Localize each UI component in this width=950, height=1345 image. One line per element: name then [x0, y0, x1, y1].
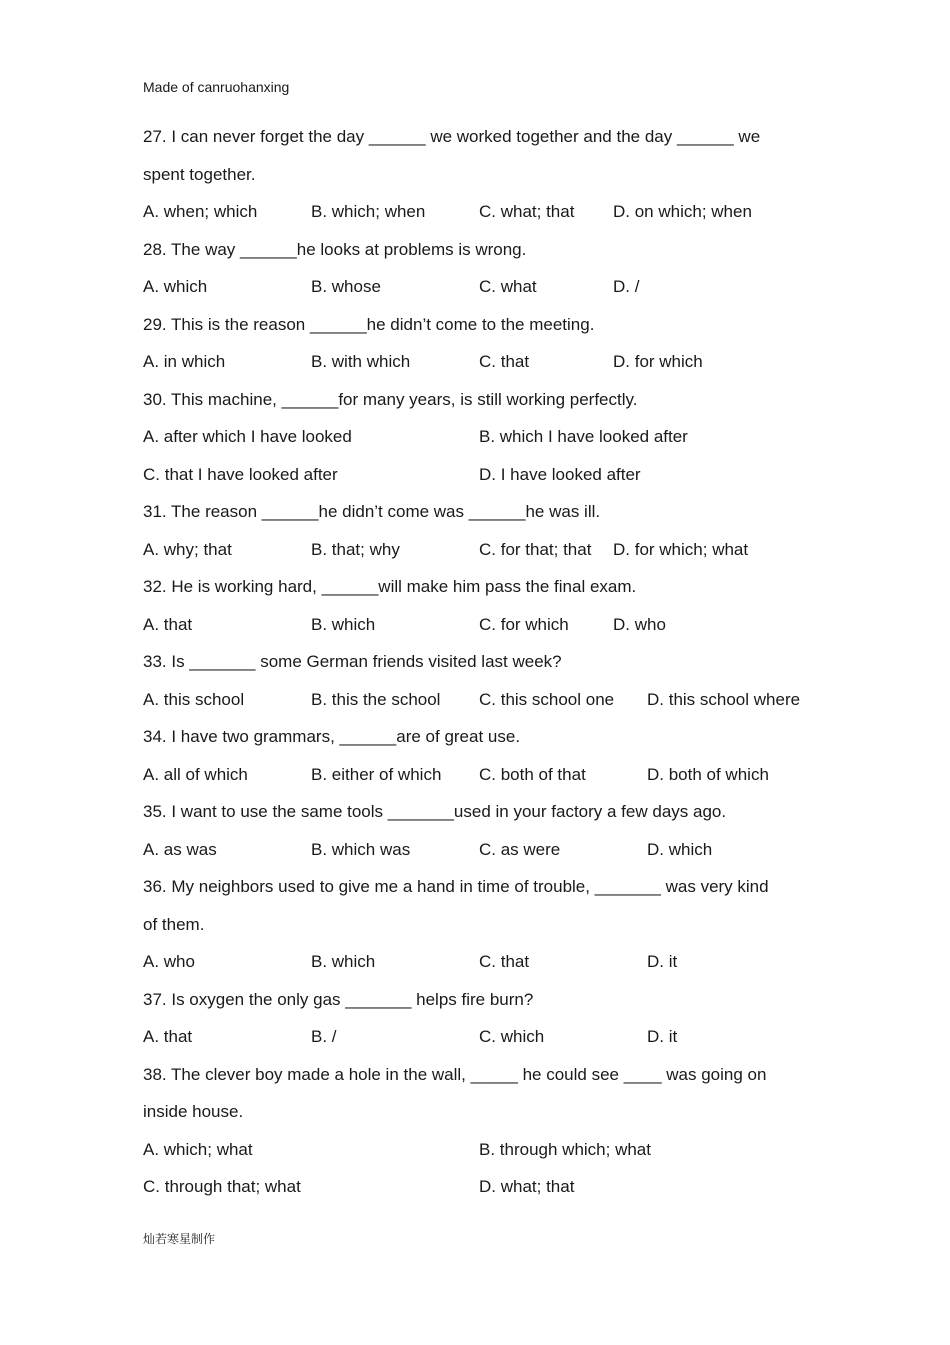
answer-option: D. for which	[613, 352, 703, 371]
option-row	[143, 1018, 823, 1056]
option-row	[143, 943, 823, 981]
answer-option: B. which I have looked after	[479, 427, 688, 446]
option-row	[143, 531, 823, 569]
answer-option: A. after which I have looked	[143, 427, 352, 446]
answer-option: D. this school where	[647, 689, 801, 709]
question-stem: 33. Is _______ some German friends visited last week?	[143, 652, 562, 671]
answer-option: D. /	[613, 277, 640, 296]
answer-option: C. that	[479, 952, 530, 971]
answer-option: C. what	[479, 277, 537, 296]
page-footer: 灿若寒星制作	[143, 1232, 216, 1246]
question-stem: 31. The reason ______he didn’t come was ______he was ill.	[143, 502, 601, 521]
answer-option: C. for which	[479, 614, 569, 634]
answer-option: D. both of which	[647, 764, 769, 784]
answer-option: D. it	[647, 952, 678, 971]
question-stem: 30. This machine, ______for many years, is still working perfectly.	[143, 389, 638, 409]
answer-option: B. which	[311, 952, 376, 971]
option-row	[143, 418, 823, 456]
answer-option: C. what; that	[479, 202, 575, 221]
answer-option: C. for that; that	[479, 539, 592, 559]
answer-option: C. both of that	[479, 764, 586, 784]
answer-option: B. through which; what	[479, 1139, 651, 1159]
question-stem: 36. My neighbors used to give me a hand in time of trouble, _______ was very kind	[143, 877, 769, 896]
answer-option: B. that; why	[311, 539, 400, 559]
answer-option: B. /	[311, 1027, 337, 1046]
option-row	[143, 831, 823, 869]
answer-option: C. that	[479, 352, 530, 371]
question-stem: 34. I have two grammars, ______are of great use.	[143, 727, 521, 746]
answer-option: C. this school one	[479, 689, 615, 709]
answer-option: A. which	[143, 277, 208, 296]
answer-option: B. either of which	[311, 764, 442, 784]
answer-option: A. which; what	[143, 1139, 253, 1159]
question-stem: 29. This is the reason ______he didn’t come to the meeting.	[143, 314, 595, 334]
answer-option: A. in which	[143, 352, 226, 371]
option-row	[143, 456, 823, 494]
answer-option: A. all of which	[143, 764, 248, 784]
answer-option: D. for which; what	[613, 539, 749, 559]
question-stem: 28. The way ______he looks at problems is wrong.	[143, 239, 527, 259]
answer-option: D. on which; when	[613, 202, 752, 221]
question-stem: of them.	[143, 914, 205, 934]
option-row	[143, 193, 823, 231]
answer-option: B. which was	[311, 839, 411, 859]
answer-option: C. through that; what	[143, 1177, 301, 1196]
option-row	[143, 343, 823, 381]
option-row	[143, 268, 823, 306]
question-stem: inside house.	[143, 1102, 244, 1121]
option-row	[143, 1131, 823, 1169]
answer-option: A. as was	[143, 839, 217, 859]
answer-option: D. it	[647, 1027, 678, 1046]
question-list	[143, 118, 823, 1206]
option-row	[143, 681, 823, 719]
question-stem: 35. I want to use the same tools _______used in your factory a few days ago.	[143, 802, 727, 821]
answer-option: D. what; that	[479, 1177, 575, 1196]
question-stem: spent together.	[143, 164, 256, 184]
question-stem: 27. I can never forget the day ______ we worked together and the day ______ we	[143, 127, 761, 146]
answer-option: B. whose	[311, 277, 381, 296]
question-stem: 38. The clever boy made a hole in the wall, _____ he could see ____ was going on	[143, 1064, 767, 1084]
answer-option: C. which	[479, 1027, 545, 1046]
option-row	[143, 1168, 823, 1206]
answer-option: C. as were	[479, 839, 561, 859]
answer-option: A. who	[143, 952, 195, 971]
page-header: Made of canruohanxing	[143, 79, 290, 95]
answer-option: A. why; that	[143, 539, 232, 559]
answer-option: B. with which	[311, 352, 411, 371]
answer-option: B. which	[311, 614, 376, 634]
option-row	[143, 606, 823, 644]
answer-option: D. who	[613, 614, 666, 634]
question-stem: 32. He is working hard, ______will make him pass the final exam.	[143, 577, 637, 596]
option-row	[143, 756, 823, 794]
answer-option: D. which	[647, 839, 713, 859]
answer-option: A. when; which	[143, 202, 258, 221]
answer-option: A. that	[143, 1027, 193, 1046]
answer-option: B. which; when	[311, 202, 426, 221]
question-stem: 37. Is oxygen the only gas _______ helps fire burn?	[143, 989, 534, 1009]
answer-option: B. this the school	[311, 689, 441, 709]
answer-option: A. this school	[143, 689, 245, 709]
answer-option: C. that I have looked after	[143, 464, 338, 484]
answer-option: A. that	[143, 614, 193, 634]
answer-option: D. I have looked after	[479, 464, 641, 484]
